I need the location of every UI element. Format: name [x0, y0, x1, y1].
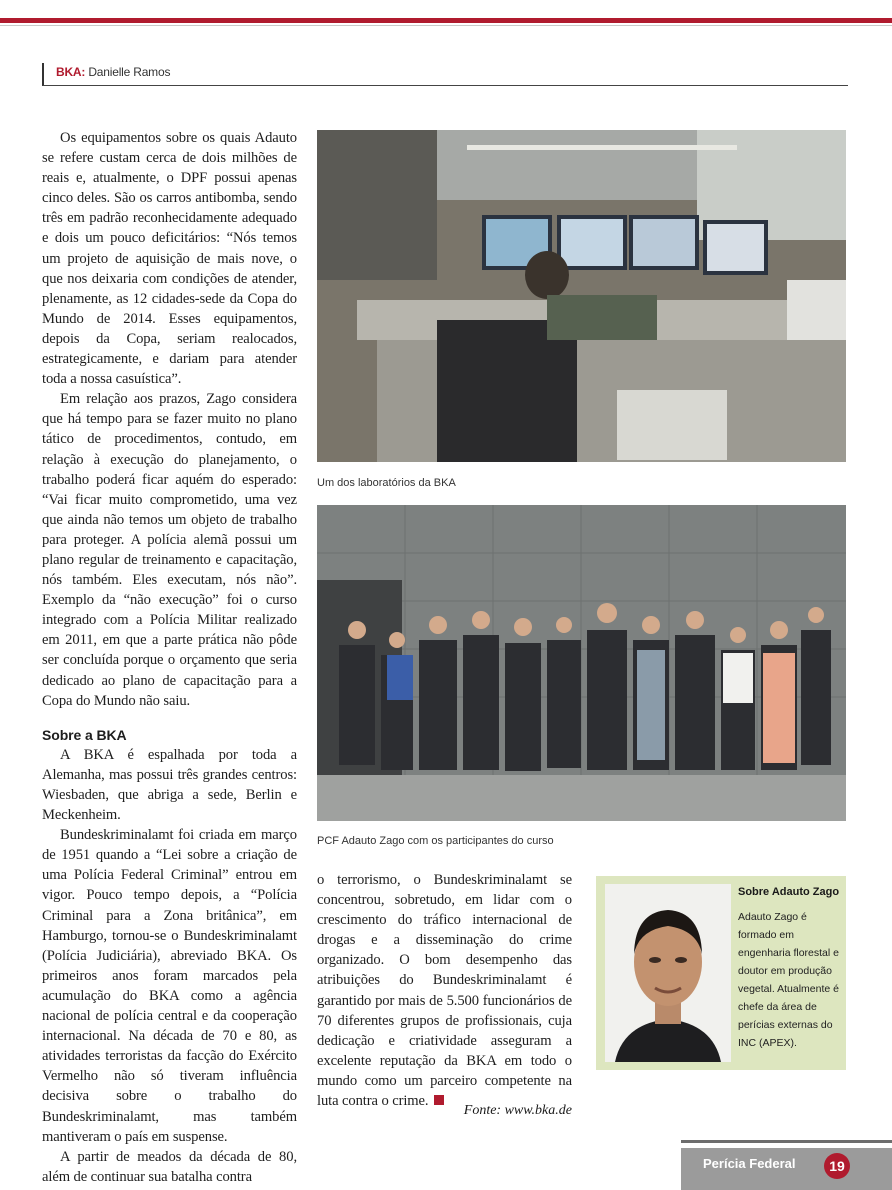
author-bio-box	[596, 876, 846, 1070]
header-section: BKA:	[56, 65, 86, 79]
article-source: Fonte: www.bka.de	[463, 1103, 572, 1118]
author-portrait	[605, 884, 731, 1062]
article-column-1	[42, 128, 297, 1187]
subheading: Sobre a BKA	[42, 726, 127, 743]
page-footer	[681, 1140, 892, 1190]
page-number: 19	[824, 1153, 850, 1179]
paragraph: Os equipamentos sobre os quais Adauto se refere custam cerca de dois milhões de reais e, atualmente, o DPF possui apenas cinco deles. São os carros antibomba, sendo três em padrão reconhecidamente adequado e dois um pouco deficitários: “Nós temos um projeto de aquisição de mais nove, o que nos deixaria com condições de atender, plenamente, as 12 cidades-sede da Copa do Mundo de 2014. Esses equipamentos, depois da Copa, seriam realocados, estrategicamente, e dariam para atender toda a nossa casuística”.	[42, 130, 297, 388]
lab-photo	[317, 130, 846, 462]
paragraph: A partir de meados da década de 80, além de continuar sua batalha contra	[42, 1148, 297, 1185]
paragraph: Bundeskriminalamt foi criada em março de 1951 quando a “Lei sobre a criação de uma Polícia Federal Criminal” entrou em vigor. Pouco tempo depois, a “Polícia Criminal para a Zona britânica”, em Hamburgo, tornou-se o Bundeskriminalamt (Polícia Judiciária), abreviado BKA. Os primeiros anos foram marcados pela acumulação do BKA como a agência nacional de polícia central e da cooperação internacional. Na década de 70 e 80, as atividades terroristas da facção do Exército Vermelho não só tiveram influência decisiva sobre o trabalho do Bundeskriminalamt, mas também mantiveram o país em suspense.	[42, 827, 297, 1145]
top-accent-bar	[0, 18, 892, 23]
group-photo	[317, 505, 846, 821]
bio-text: Adauto Zago é formado em engenharia florestal e doutor em produção vegetal. Atualmente é chefe da área de perícias externas do INC (APEX).	[738, 911, 839, 1049]
photo-caption: Um dos laboratórios da BKA	[317, 477, 456, 489]
running-header	[42, 63, 848, 86]
paragraph: A BKA é espalhada por toda a Alemanha, mas possui três grandes centros: Wiesbaden, que abriga a sede, Berlin e Meckenheim.	[42, 746, 297, 824]
article-column-2	[317, 870, 572, 1111]
bio-title: Sobre Adauto Zago	[738, 886, 840, 898]
top-thin-rule	[0, 25, 892, 26]
header-author: Danielle Ramos	[88, 65, 171, 79]
footer-rule	[681, 1140, 892, 1143]
magazine-name: Perícia Federal	[703, 1156, 796, 1171]
photo-caption: PCF Adauto Zago com os participantes do curso	[317, 835, 554, 847]
paragraph: Em relação aos prazos, Zago considera que há tempo para se fazer muito no plano tático de procedimentos, contudo, em relação à execução do planejamento, o trabalho poderá ficar aquém do esperado: “Vai ficar muito comprometido, uma vez que ainda não temos um objeto de trabalho para proteger. A polícia alemã possui um plano regular de treinamento e capacitação, nós também. Eles executam, nós não”. Exemplo da “não execução” foi o curso integrado com a Polícia Militar realizado em 2011, em que a parte prática não pôde ser concluída porque o orçamento que seria dedicado ao plano de capacitação para a Copa do Mundo não saiu.	[42, 391, 297, 709]
paragraph: o terrorismo, o Bundeskriminalamt se concentrou, sobretudo, em lidar com o crescimento do tráfico internacional de drogas e a disseminação do crime organizado. O bom desempenho das atribuições do Bundeskriminalamt é garantido por mais de 5.500 funcionários de 70 diferentes grupos de profissionais, cuja dedicação e criatividade asseguram a excelente reputação da BKA em todo o mundo como um parceiro competente na luta contra o crime.	[317, 872, 572, 1110]
